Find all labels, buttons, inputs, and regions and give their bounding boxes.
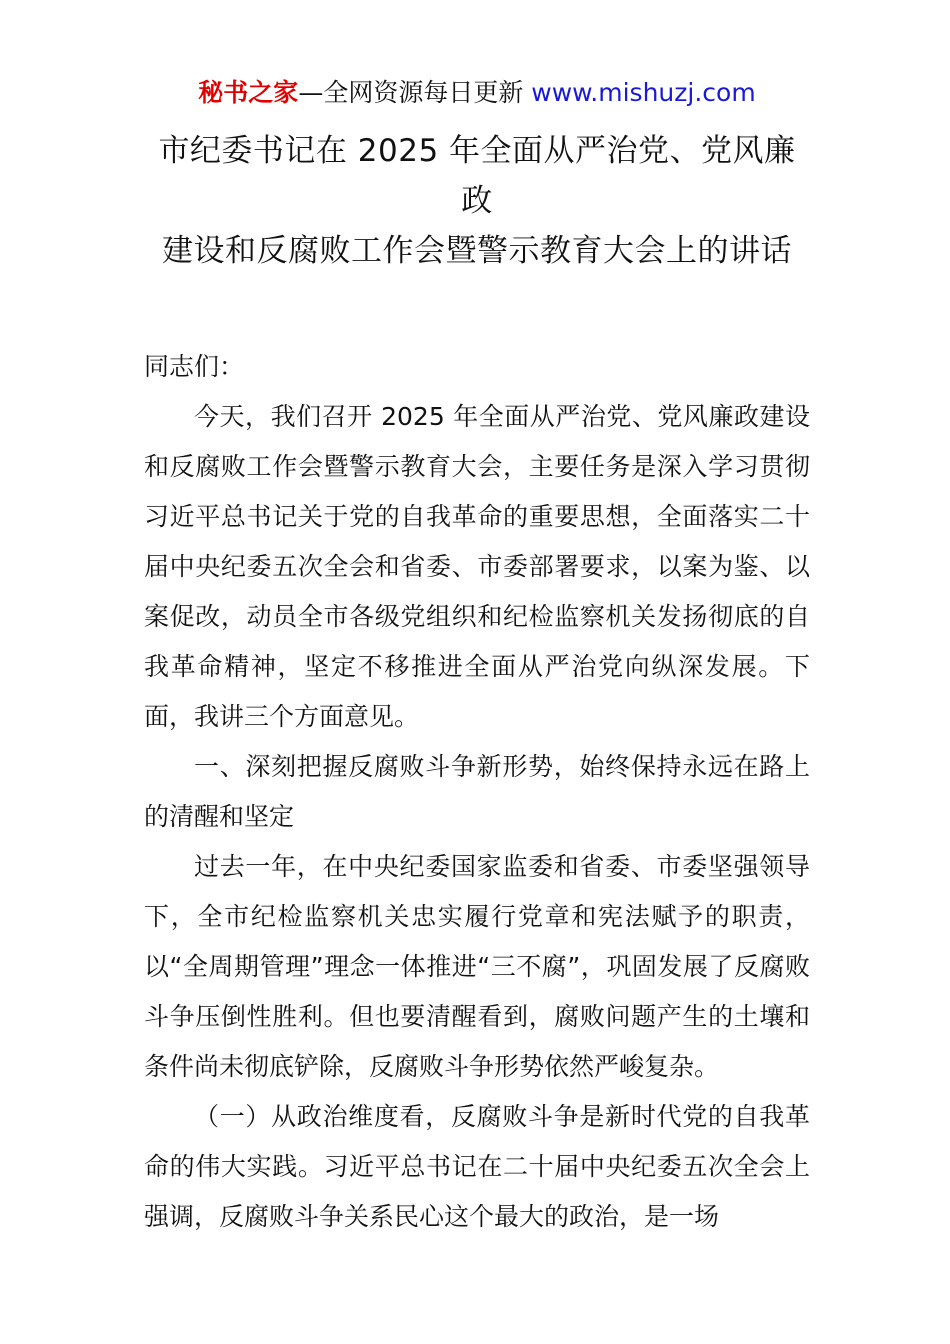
- paragraph-political-dimension: （一）从政治维度看，反腐败斗争是新时代党的自我革命的伟大实践。习近平总书记在二十届中央纪委五次全会上强调，反腐败斗争关系民心这个最大的政治，是一场: [144, 1102, 810, 1231]
- site-header: [144, 74, 810, 114]
- salutation: 同志们：: [144, 352, 245, 381]
- site-name: 秘书之家: [198, 78, 299, 107]
- site-url-link[interactable]: www.mishuzj.com: [531, 78, 756, 107]
- paragraph-situation: 过去一年，在中央纪委国家监委和省委、市委坚强领导下，全市纪检监察机关忠实履行党章和宪法赋予的职责，以“全周期管理”理念一体推进“三不腐”，巩固发展了反腐败斗争压倒性胜利。但也要清醒看到，腐败问题产生的土壤和条件尚未彻底铲除，反腐败斗争形势依然严峻复杂。: [144, 852, 810, 1081]
- section-heading-1: 一、深刻把握反腐败斗争新形势，始终保持永远在路上的清醒和坚定: [144, 752, 810, 831]
- document-title: [144, 126, 810, 276]
- site-tagline: —全网资源每日更新: [298, 78, 532, 107]
- document-body: [144, 342, 810, 1242]
- paragraph-intro: 今天，我们召开 2025 年全面从严治党、党风廉政建设和反腐败工作会暨警示教育大会，主要任务是深入学习贯彻习近平总书记关于党的自我革命的重要思想，全面落实二十届中央纪委五次全会和省委、市委部署要求，以案为鉴、以案促改，动员全市各级党组织和纪检监察机关发扬彻底的自我革命精神，坚定不移推进全面从严治党向纵深发展。下面，我讲三个方面意见。: [144, 402, 810, 731]
- title-line-2: 建设和反腐败工作会暨警示教育大会上的讲话: [162, 233, 792, 269]
- title-line-1: 市纪委书记在 2025 年全面从严治党、党风廉政: [158, 133, 796, 219]
